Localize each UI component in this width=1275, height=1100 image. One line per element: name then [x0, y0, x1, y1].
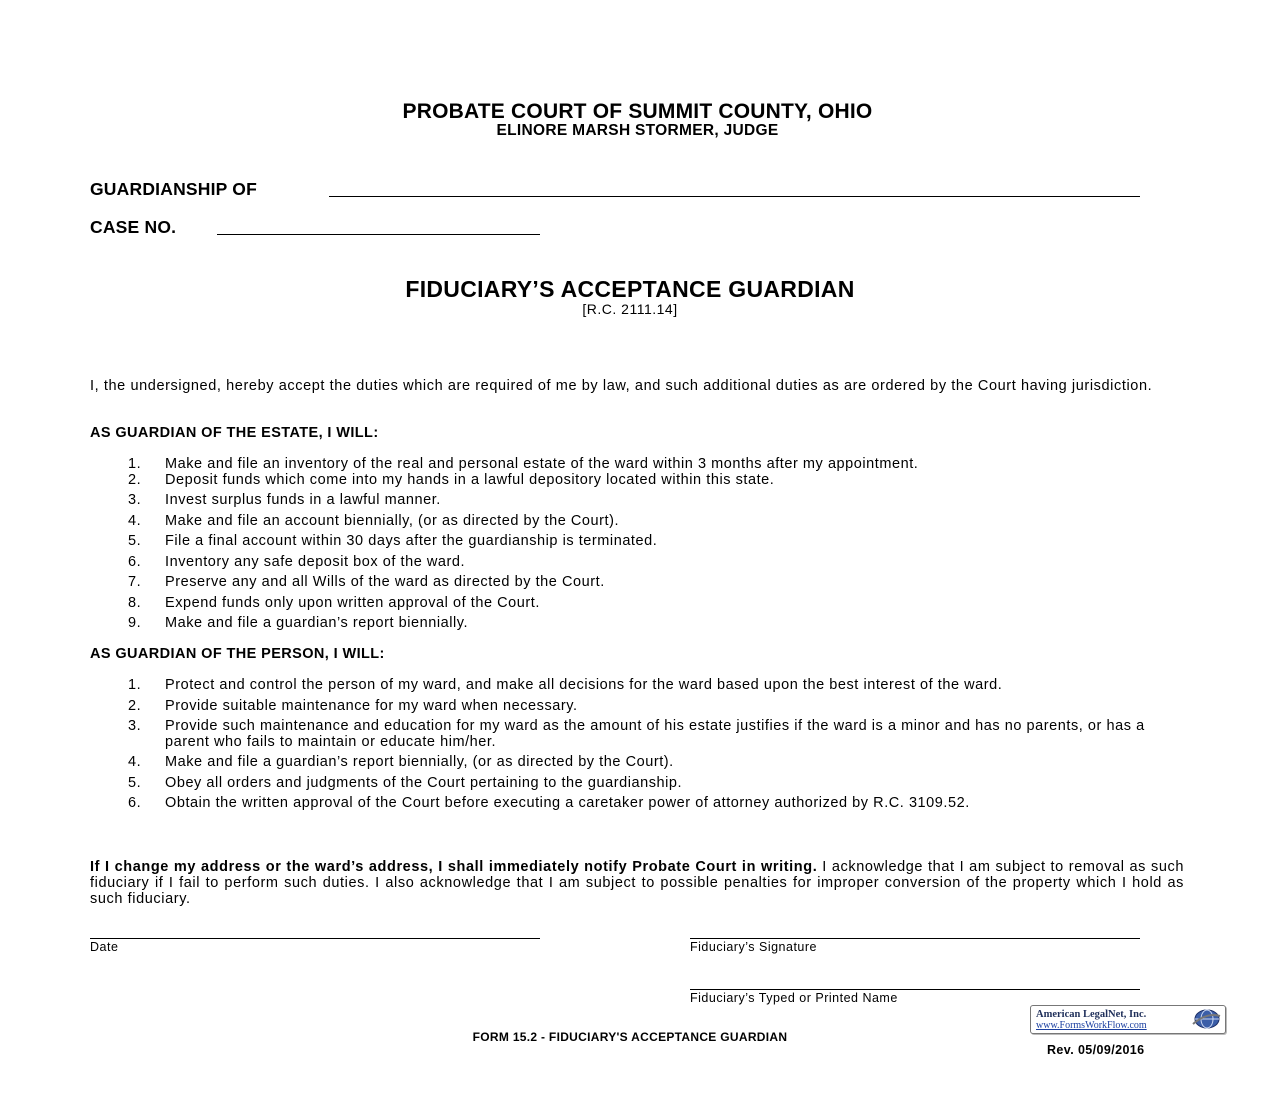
intro-paragraph: I, the undersigned, hereby accept the duties which are required of me by law, and such additional duties as are ordered by the Court having jurisdiction.: [90, 378, 1153, 394]
duty-text: Obey all orders and judgments of the Court pertaining to the guardianship.: [165, 774, 683, 791]
form-title: FIDUCIARY’S ACCEPTANCE GUARDIAN: [405, 276, 855, 302]
duty-number: 6.: [128, 553, 142, 570]
duty-number: 2.: [128, 697, 142, 714]
judge-name: ELINORE MARSH STORMER, JUDGE: [496, 122, 779, 139]
date-label: Date: [90, 940, 119, 954]
duty-item: [90, 534, 1184, 550]
statute-reference: [R.C. 2111.14]: [582, 301, 678, 317]
duty-text: File a final account within 30 days after the guardianship is terminated.: [165, 533, 658, 549]
guardianship-label: GUARDIANSHIP OF: [90, 179, 257, 199]
duty-item: [90, 575, 1184, 591]
duty-text: Inventory any safe deposit box of the ward.: [165, 553, 466, 570]
duty-item: [90, 678, 1184, 694]
logo-url[interactable]: www.FormsWorkFlow.com: [1036, 1020, 1147, 1031]
duty-text: Preserve any and all Wills of the ward as directed by the Court.: [165, 574, 605, 590]
form-footer: FORM 15.2 - FIDUCIARY'S ACCEPTANCE GUARDIAN: [472, 1030, 788, 1044]
duty-number: 7.: [128, 574, 142, 590]
duty-item: [90, 719, 1184, 750]
person-heading: AS GUARDIAN OF THE PERSON, I WILL:: [90, 646, 385, 662]
duty-text: Provide such maintenance and education for my ward as the amount of his estate justifies if the ward is a minor and has no parents, or has a parent who fails to maintain or educate him/her.: [165, 718, 1145, 750]
duty-text: Make and file a guardian’s report biennially.: [165, 615, 469, 631]
date-line[interactable]: [90, 938, 540, 939]
duty-text: Protect and control the person of my ward, and make all decisions for the ward based upon the best interest of the ward.: [165, 677, 1003, 693]
duty-number: 1.: [128, 677, 142, 693]
person-duties-list: [90, 678, 1184, 812]
duty-number: 1.: [128, 456, 142, 472]
duty-item: [90, 755, 1184, 771]
duty-item: [90, 457, 1184, 473]
duty-number: 3.: [128, 718, 142, 734]
duty-text: Make and file an account biennially, (or as directed by the Court).: [165, 512, 620, 529]
duty-number: 5.: [128, 533, 142, 549]
duty-number: 8.: [128, 594, 142, 611]
guardianship-field[interactable]: [329, 196, 1140, 197]
logo-company: American LegalNet, Inc.: [1036, 1009, 1147, 1020]
printed-name-label: Fiduciary’s Typed or Printed Name: [690, 991, 898, 1005]
duty-item: [90, 473, 1184, 489]
duty-item: [90, 796, 1184, 812]
signature-line[interactable]: [690, 938, 1140, 939]
case-number-label: CASE NO.: [90, 217, 177, 237]
revision-date: Rev. 05/09/2016: [1047, 1043, 1145, 1057]
duty-item: [90, 699, 1184, 715]
duty-number: 2.: [128, 471, 142, 488]
duty-item: [90, 493, 1184, 509]
duty-item: [90, 514, 1184, 530]
duty-number: 9.: [128, 615, 142, 631]
printed-name-line[interactable]: [690, 989, 1140, 990]
signature-label: Fiduciary’s Signature: [690, 940, 817, 954]
court-name: PROBATE COURT OF SUMMIT COUNTY, OHIO: [402, 100, 873, 123]
duty-number: 6.: [128, 795, 142, 811]
duty-text: Make and file a guardian’s report biennially, (or as directed by the Court).: [165, 754, 674, 770]
duty-item: [90, 616, 1184, 632]
duty-item: [90, 555, 1184, 571]
closing-bold-text: If I change my address or the ward’s address, I shall immediately notify Probate Court in writing.: [90, 859, 818, 875]
duty-item: [90, 596, 1184, 612]
case-number-field[interactable]: [217, 234, 540, 235]
duty-text: Invest surplus funds in a lawful manner.: [165, 492, 441, 508]
duty-item: [90, 776, 1184, 792]
duty-text: Obtain the written approval of the Court before executing a caretaker power of attorney authorized by R.C. 3109.52.: [165, 795, 970, 811]
duty-text: Expend funds only upon written approval of the Court.: [165, 594, 540, 611]
duty-number: 5.: [128, 774, 142, 791]
closing-rest-text: I acknowledge that I am subject to removal as such fiduciary if I fail to perform such duties. I also acknowledge that I am subject to possible penalties for improper conversion of the property which I hold as such fiduciary.: [90, 859, 1184, 907]
duty-text: Provide suitable maintenance for my ward when necessary.: [165, 697, 578, 714]
closing-paragraph: [90, 859, 1184, 907]
duty-number: 4.: [128, 512, 142, 529]
estate-heading: AS GUARDIAN OF THE ESTATE, I WILL:: [90, 425, 379, 441]
estate-duties-list: [90, 457, 1184, 632]
duty-number: 4.: [128, 754, 142, 770]
duty-text: Make and file an inventory of the real and personal estate of the ward within 3 months after my appointment.: [165, 456, 919, 472]
globe-icon: [1191, 1008, 1221, 1030]
duty-number: 3.: [128, 492, 142, 508]
duty-text: Deposit funds which come into my hands in a lawful depository located within this state.: [165, 471, 775, 488]
